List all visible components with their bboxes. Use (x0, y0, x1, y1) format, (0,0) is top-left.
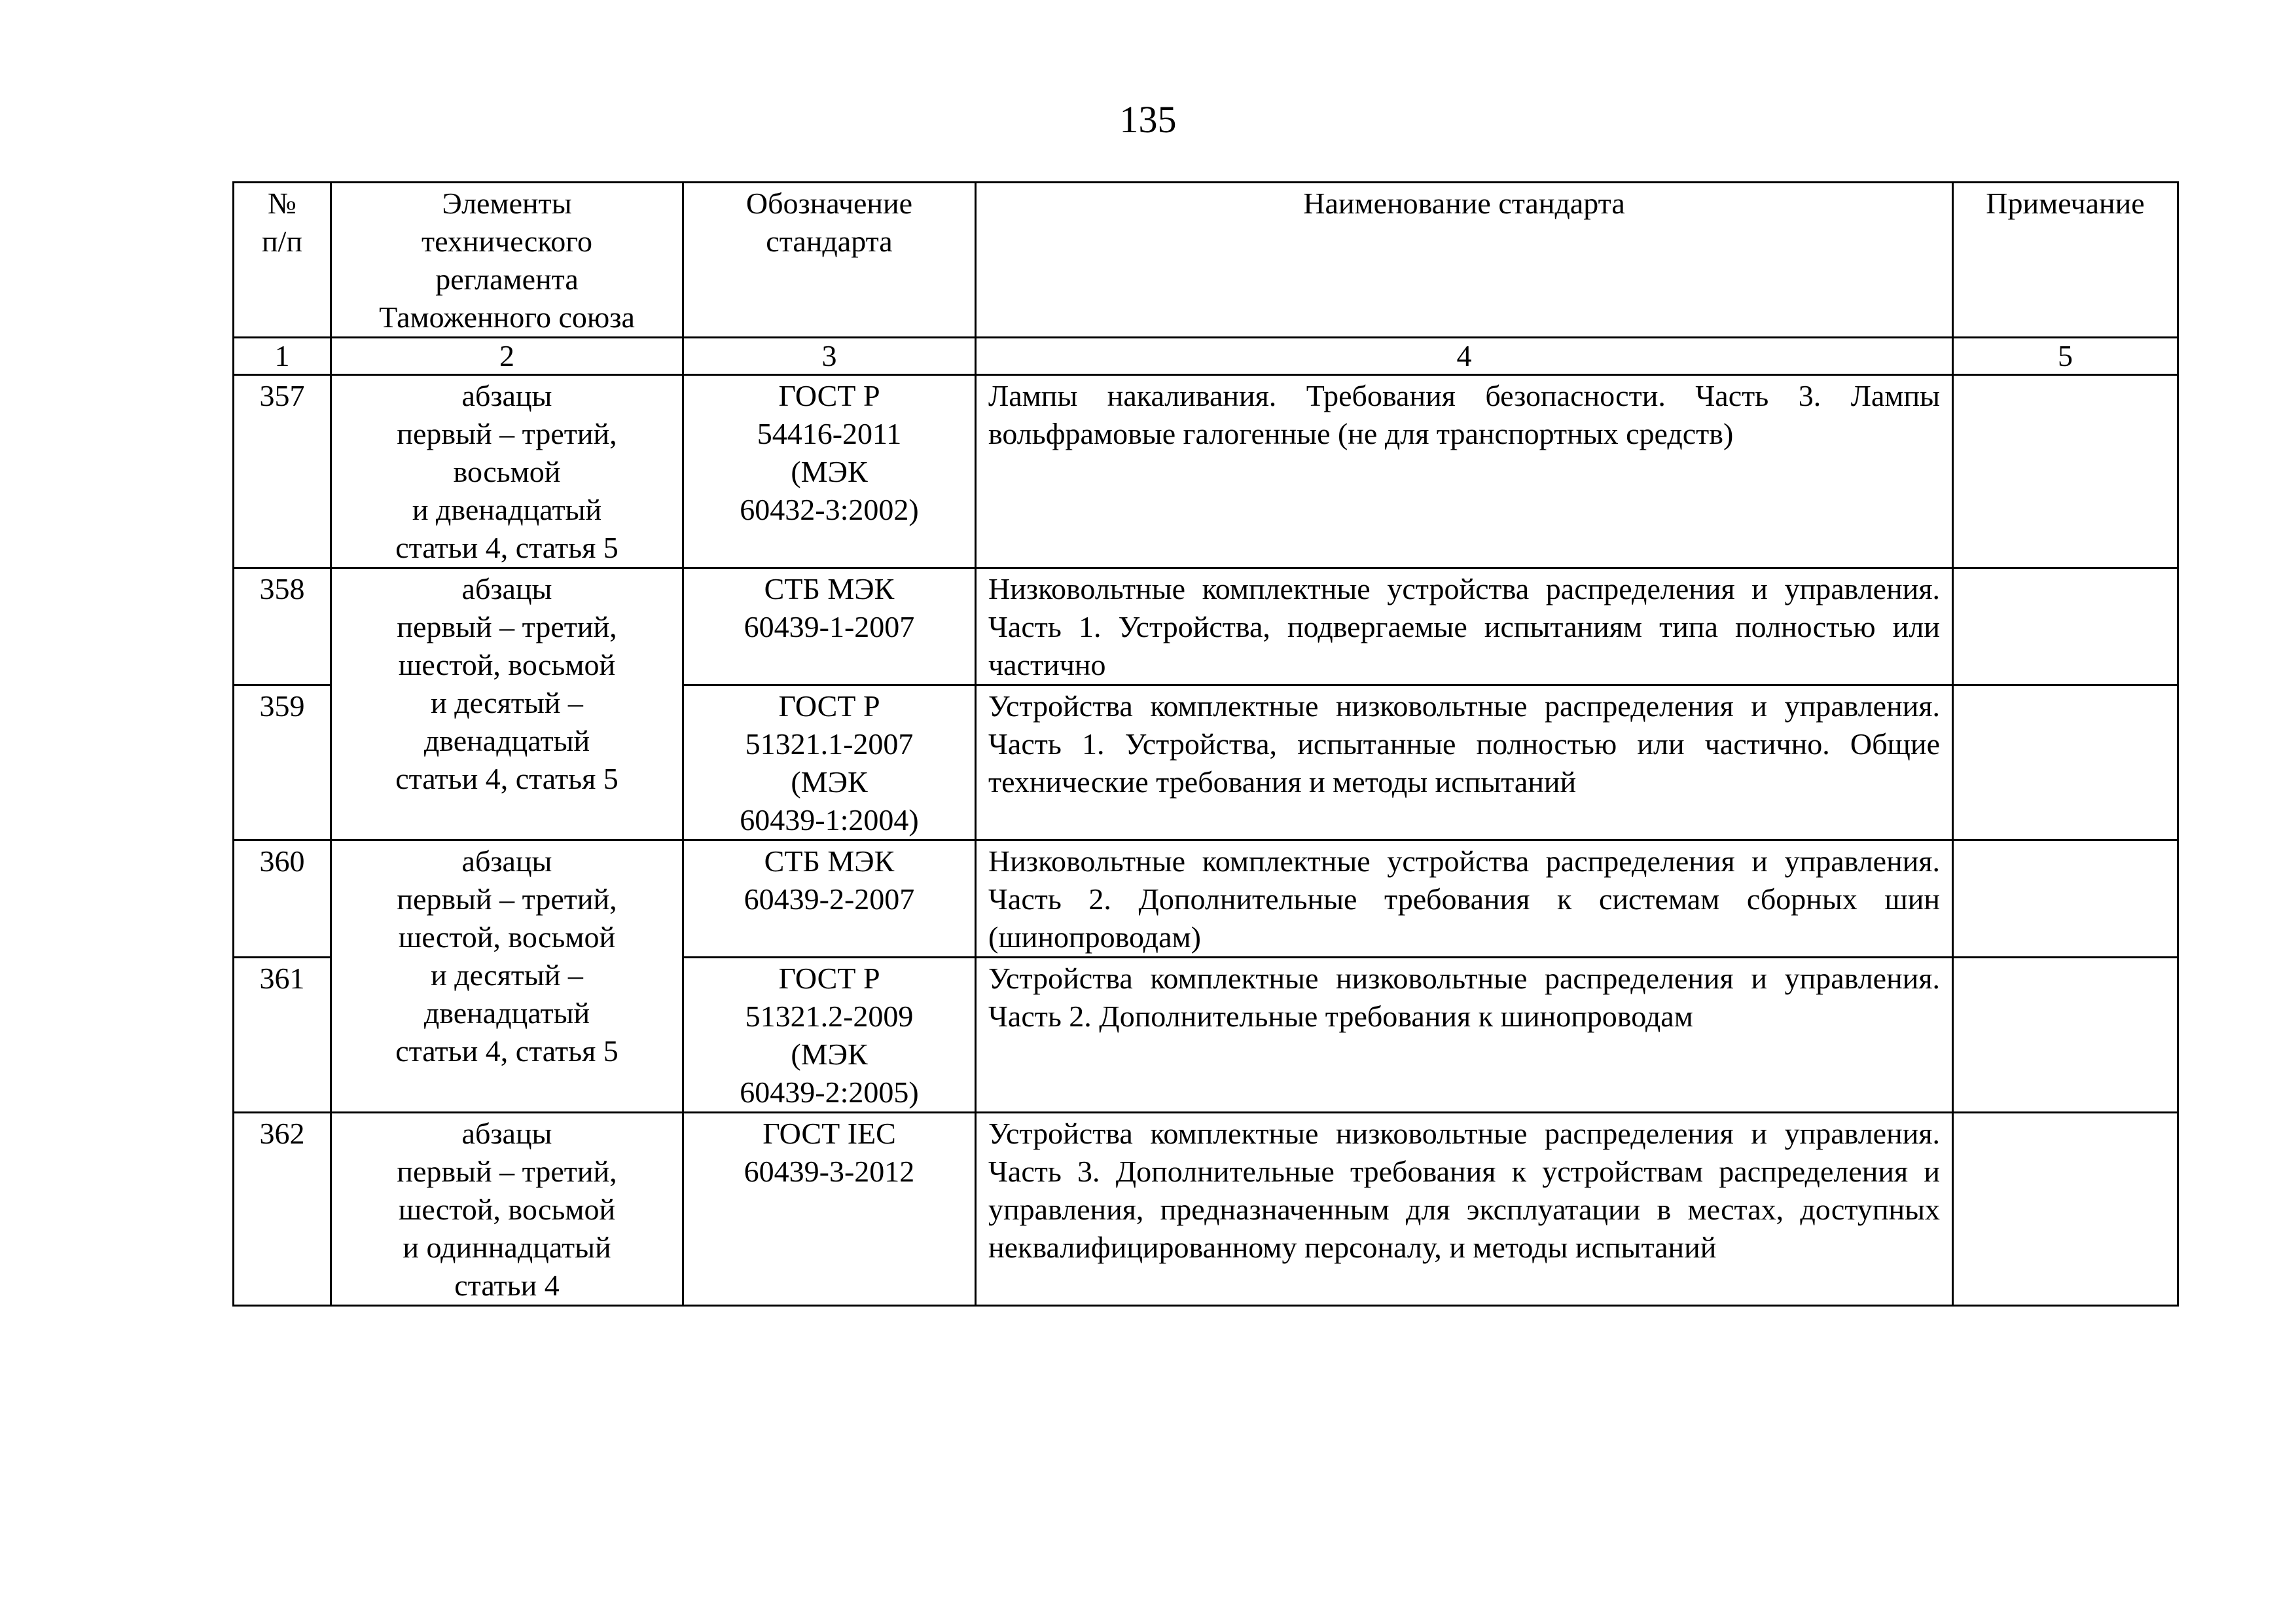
row-number: 358 (234, 568, 331, 685)
column-index-cell: 5 (1953, 338, 2178, 375)
designation-cell: ГОСТ IEC 60439-3-2012 (683, 1113, 976, 1306)
designation-cell: СТБ МЭК 60439-1-2007 (683, 568, 976, 685)
row-number: 357 (234, 375, 331, 568)
standard-name-cell: Лампы накаливания. Требования безопасности. Часть 3. Лампы вольфрамовые галогенные (не для транспортных средств) (976, 375, 1953, 568)
standard-name-cell: Устройства комплектные низковольтные распределения и управления. Часть 3. Дополнительные требования к устройствам распределения и управления, предназначенным для эксплуатации в местах, доступных неквалифицированному персоналу, и методы испытаний (976, 1113, 1953, 1306)
row-number: 359 (234, 685, 331, 840)
header-designation: Обозначение стандарта (683, 183, 976, 338)
header-num: № п/п (234, 183, 331, 338)
page-number: 135 (1119, 98, 1177, 141)
column-index-cell: 1 (234, 338, 331, 375)
elements-cell: абзацы первый – третий, шестой, восьмой и одиннадцатый статьи 4 (331, 1113, 683, 1306)
note-cell (1953, 1113, 2178, 1306)
header-name: Наименование стандарта (976, 183, 1953, 338)
standard-name-cell: Устройства комплектные низковольтные распределения и управления. Часть 1. Устройства, испытанные полностью или частично. Общие технические требования и методы испытаний (976, 685, 1953, 840)
header-elements: Элементы технического регламента Таможенного союза (331, 183, 683, 338)
standard-name-cell: Устройства комплектные низковольтные распределения и управления. Часть 2. Дополнительные требования к шинопроводам (976, 958, 1953, 1113)
table-row (234, 568, 2178, 685)
column-index-cell: 2 (331, 338, 683, 375)
elements-cell: абзацы первый – третий, шестой, восьмой и десятый – двенадцатый статьи 4, статья 5 (331, 840, 683, 1113)
standard-name-cell: Низковольтные комплектные устройства распределения и управления. Часть 1. Устройства, подвергаемые испытаниям типа полностью или частично (976, 568, 1953, 685)
note-cell (1953, 375, 2178, 568)
designation-cell: ГОСТ Р 51321.2-2009 (МЭК 60439-2:2005) (683, 958, 976, 1113)
table-row (234, 840, 2178, 958)
column-index-row (234, 338, 2178, 375)
elements-cell: абзацы первый – третий, восьмой и двенадцатый статьи 4, статья 5 (331, 375, 683, 568)
standards-table (232, 181, 2179, 1307)
elements-cell: абзацы первый – третий, шестой, восьмой и десятый – двенадцатый статьи 4, статья 5 (331, 568, 683, 840)
row-number: 362 (234, 1113, 331, 1306)
note-cell (1953, 840, 2178, 958)
table-row (234, 1113, 2178, 1306)
designation-cell: ГОСТ Р 54416-2011 (МЭК 60432-3:2002) (683, 375, 976, 568)
column-index-cell: 4 (976, 338, 1953, 375)
note-cell (1953, 568, 2178, 685)
header-row (234, 183, 2178, 338)
standard-name-cell: Низковольтные комплектные устройства распределения и управления. Часть 2. Дополнительные требования к системам сборных шин (шинопроводам) (976, 840, 1953, 958)
row-number: 360 (234, 840, 331, 958)
header-note: Примечание (1953, 183, 2178, 338)
column-index-cell: 3 (683, 338, 976, 375)
row-number: 361 (234, 958, 331, 1113)
note-cell (1953, 958, 2178, 1113)
table-row (234, 375, 2178, 568)
note-cell (1953, 685, 2178, 840)
designation-cell: ГОСТ Р 51321.1-2007 (МЭК 60439-1:2004) (683, 685, 976, 840)
designation-cell: СТБ МЭК 60439-2-2007 (683, 840, 976, 958)
